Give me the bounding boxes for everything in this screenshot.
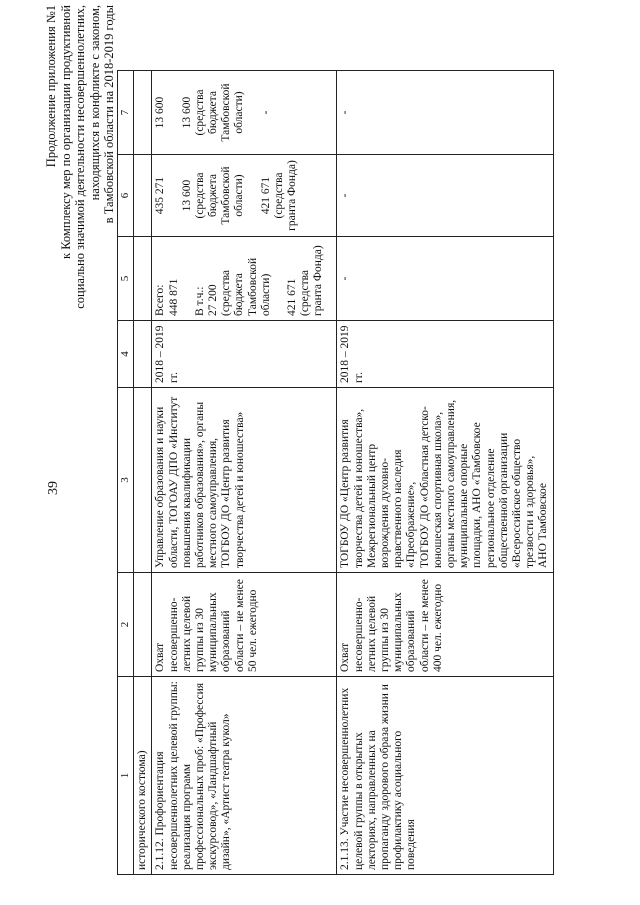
- column-number: 6: [118, 155, 134, 237]
- column-number: 1: [118, 677, 134, 875]
- funding-2019-cell: -: [337, 71, 553, 155]
- carry-over-cell: исторического костюма): [134, 677, 152, 875]
- document-header: [44, 5, 117, 337]
- carry-over-row: [134, 71, 152, 875]
- header-line: социально значимой деятельности несовершеннолетних,: [73, 5, 88, 309]
- funding-2018-cell: -: [337, 155, 553, 237]
- header-line: находящихся в конфликте с законом,: [87, 5, 102, 201]
- responsible-cell: Управление образования и науки области, ТОГОАУ ДПО «Институт повышения квалификации работников образования», органы местного самоуправления, ТОГБОУ ДО «Центр развития творчества детей и юношества»: [152, 388, 337, 573]
- funding-total-cell: Всего: 448 871 В т.ч.: 27 200 (средства бюджета Тамбовской области) 421 671 (средства гранта Фонда): [152, 237, 337, 321]
- header-line: к Комплексу мер по организации продуктивной: [58, 5, 73, 259]
- measure-cell: 2.1.12. Профориентация несовершеннолетних целевой группы: реализация программ профессиональных проб: «Профессия экскурсовод», «Ландшафтный дизайн», «Артист театра кукол»: [152, 677, 337, 875]
- indicator-cell: Охват несовершенно-летних целевой группы из 30 муниципальных образований области – не менее 50 чел. ежегодно: [152, 573, 337, 677]
- column-number-row: [118, 71, 134, 875]
- table-row: [152, 71, 337, 875]
- header-line: в Тамбовской области на 2018-2019 годы: [102, 5, 117, 224]
- header-line: Продолжение приложения №1: [44, 5, 58, 168]
- column-number: 5: [118, 237, 134, 321]
- measure-cell: 2.1.13. Участие несовершеннолетних целевой группы в открытых лекториях, направленных на пропаганду здорового образа жизни и профилактику асоциального поведения: [337, 677, 553, 875]
- table-row: [337, 71, 553, 875]
- period-cell: 2018 – 2019 гг.: [152, 321, 337, 388]
- period-cell: 2018 – 2019 гг.: [337, 321, 553, 388]
- column-number: 4: [118, 321, 134, 388]
- funding-total-cell: -: [337, 237, 553, 321]
- responsible-cell: ТОГБОУ ДО «Центр развития творчества детей и юношества», Межрегиональный центр возрождения духовно-нравственного наследия «Преображение», ТОГБОУ ДО «Областная детско-юношеская спортивная школа», органы местного самоуправления, муниципальные опорные площадки, АНО «Тамбовское региональное отделение общественной организации «Всероссийское общество трезвости и здоровья», АНО Тамбовское: [337, 388, 553, 573]
- column-number: 2: [118, 573, 134, 677]
- measures-table: [117, 70, 554, 875]
- indicator-cell: Охват несовершенно-летних целевой группы из 30 муниципальных образований области – не менее 400 чел. ежегодно: [337, 573, 553, 677]
- funding-2019-cell: 13 600 13 600 (средства бюджета Тамбовской области) -: [152, 71, 337, 155]
- page-number: 39: [46, 481, 61, 495]
- funding-2018-cell: 435 271 13 600 (средства бюджета Тамбовской области) 421 671 (средства гранта Фонда): [152, 155, 337, 237]
- column-number: 7: [118, 71, 134, 155]
- column-number: 3: [118, 388, 134, 573]
